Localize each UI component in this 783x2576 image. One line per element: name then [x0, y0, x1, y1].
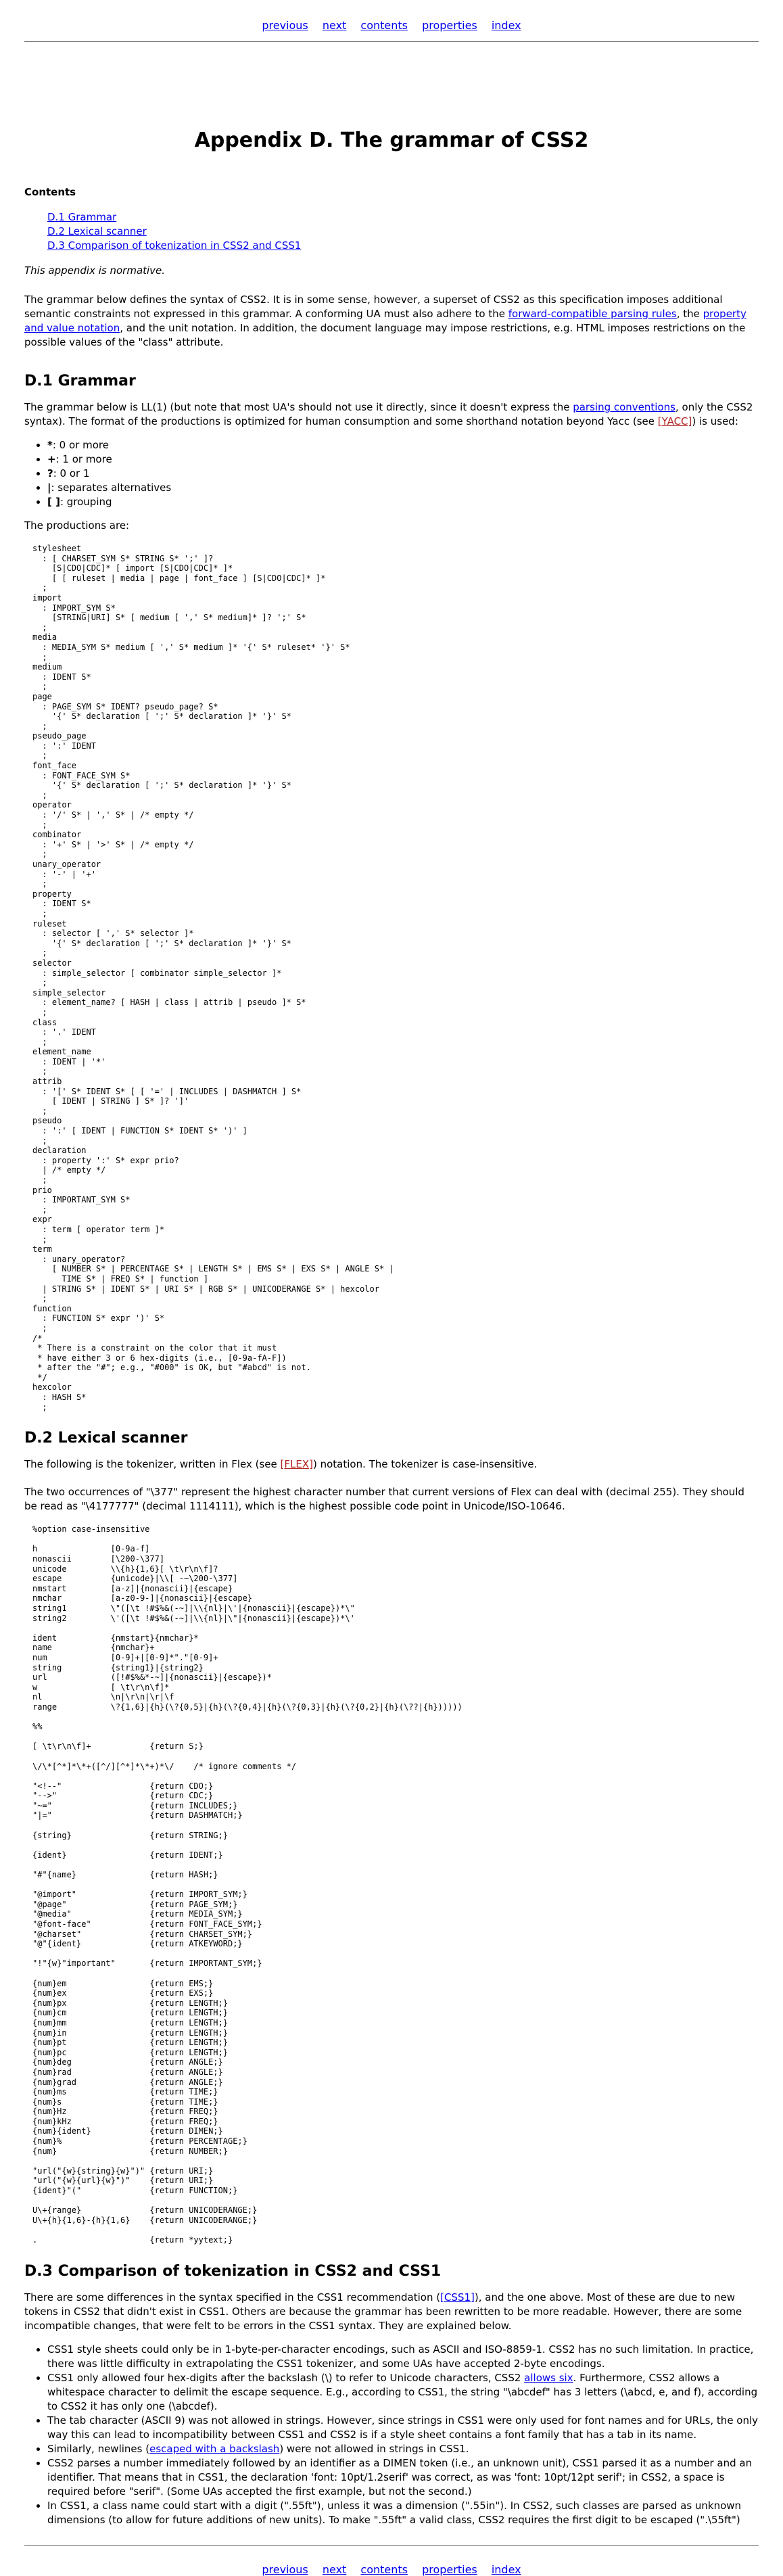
- intro-paragraph: [24, 293, 759, 350]
- css1-reference-link[interactable]: [CSS1]: [440, 2291, 475, 2303]
- notation-text: : separates alternatives: [51, 482, 172, 494]
- difference-text: . Furthermore, CSS2 allows a whitespace character to delimit the escape sequence. E.g., according to CSS1, the string "\abcdef" has 3 letters (\abcd, e, and f), according to CSS2 it has only one (\abcdef).: [47, 2371, 758, 2412]
- top-divider: [24, 41, 759, 42]
- nav-next-link[interactable]: next: [322, 2562, 347, 2576]
- forward-compatible-parsing-link[interactable]: forward-compatible parsing rules: [508, 308, 677, 320]
- notation-symbol: [ ]: [47, 496, 60, 508]
- comparison-intro-text: ), and the one above. Most of these are due to new tokens in CSS2 that didn't exist in CSS1. Others are because the grammar has been rewritten to be more readable. However, there are some incompatible changes, that were felt to be errors in the CSS1 syntax. They are explained below.: [24, 2291, 742, 2332]
- table-of-contents: [24, 210, 759, 253]
- top-nav: [24, 0, 759, 32]
- notation-text: : 1 or more: [55, 453, 112, 465]
- page-title: Appendix D. The grammar of CSS2: [194, 128, 589, 152]
- toc-link-comparison[interactable]: D.3 Comparison of tokenization in CSS2 and CSS1: [47, 239, 302, 252]
- yacc-reference-link[interactable]: [YACC]: [657, 415, 692, 427]
- section-heading-lexical-scanner: D.2 Lexical scanner: [24, 1430, 188, 1447]
- list-item: [47, 2371, 759, 2414]
- nav-index-link[interactable]: index: [491, 2562, 521, 2576]
- comparison-intro: [24, 2291, 759, 2333]
- comparison-intro-text: There are some differences in the syntax specified in the CSS1 recommendation (: [24, 2291, 441, 2303]
- grammar-intro-text: ) is used:: [692, 415, 738, 427]
- list-item: [47, 495, 759, 509]
- list-item: • In CSS1, a class name could start with a digit (".55ft"), unless it was a dimension (".55in"). In CSS2, such classes are parsed as unknown dimensions (to allow for future additions of new units). To make ".55ft" a valid class, CSS2 requires the first digit to be escaped (".\55ft"): [47, 2499, 759, 2527]
- toc-link-lexical-scanner[interactable]: D.2 Lexical scanner: [47, 225, 147, 237]
- toc-item: [47, 225, 759, 239]
- notation-text: : 0 or 1: [53, 467, 90, 479]
- list-item: • CSS2 parses a number immediately followed by an identifier as a DIMEN token (i.e., an unknown unit), CSS1 parsed it as a number and an identifier. That means that in CSS1, the declaration 'font: 10pt/1.2serif' was correct, as was 'font: 10pt/12pt serif'; in CSS2, a space is required before "serif". (Some UAs accepted the first example, but not the second.): [47, 2456, 759, 2499]
- notation-text: : 0 or more: [52, 439, 109, 451]
- normative-note: This appendix is normative.: [24, 264, 166, 277]
- list-item: [47, 452, 759, 467]
- grammar-code-block: stylesheet : [ CHARSET_SYM S* STRING S* ';' ]? [S|CDO|CDC]* [ import [S|CDO|CDC]* ]* [ [ ruleset | media | page | font_face ] [S|CDO|CDC]* ]* ; import : IMPORT_SYM S* [STRING|URI] S* [ medium [ ',' S* medium]* ]? ';' S* ; media : MEDIA_SYM S* medium [ ',' S* medium ]* '{' S* ruleset* '}' S* ; medium : IDENT S* ; page : PAGE_SYM S* IDENT? pseudo_page? S* '{' S* declaration [ ';' S* declaration ]* '}' S* ; pseudo_page : ':' IDENT ; font_face : FONT_FACE_SYM S* '{' S* declaration [ ';' S* declaration ]* '}' S* ; operator : '/' S* | ',' S* | /* empty */ ; combinator : '+' S* | '>' S* | /* empty */ ; unary_operator : '-' | '+' ; property : IDENT S* ; ruleset : selector [ ',' S* selector ]* '{' S* declaration [ ';' S* declaration ]* '}' S* ; selector : simple_selector [ combinator simple_selector ]* ; simple_selector : element_name? [ HASH | class | attrib | pseudo ]* S* ; class : '.' IDENT ; element_name : IDENT | '*' ; attrib : '[' S* IDENT S* [ [ '=' | INCLUDES | DASHMATCH ] S* [ IDENT | STRING ] S* ]? ']' ; pseudo : ':' [ IDENT | FUNCTION S* IDENT S* ')' ] ; declaration : property ':' S* expr prio? | /* empty */ ; prio : IMPORTANT_SYM S* ; expr : term [ operator term ]* ; term : unary_operator? [ NUMBER S* | PERCENTAGE S* | LENGTH S* | EMS S* | EXS S* | ANGLE S* | TIME S* | FREQ S* | function ] | STRING S* | IDENT S* | URI S* | RGB S* | UNICODERANGE S* | hexcolor ; function : FUNCTION S* expr ')' S* ; /* * There is a constraint on the color that it must * have either 3 or 6 hex-digits (i.e., [0-9a-fA-F]) * after the "#"; e.g., "#000" is OK, but "#abcd" is not. */ hexcolor : HASH S* ;: [32, 544, 394, 1412]
- nav-next-link[interactable]: next: [322, 19, 347, 32]
- section-heading-grammar: D.1 Grammar: [24, 373, 136, 390]
- grammar-intro-text: , only the CSS2 syntax). The format of the productions is optimized for human consumption and some shorthand notation beyond Yacc (see: [24, 401, 753, 427]
- notation-symbol: +: [47, 453, 56, 465]
- notation-list: [24, 438, 759, 509]
- differences-list: [24, 2343, 759, 2527]
- difference-text: CSS1 only allowed four hex-digits after the backslash (\) to refer to Unicode characters, CSS2: [47, 2371, 525, 2384]
- parsing-conventions-link[interactable]: parsing conventions: [573, 401, 675, 413]
- nav-previous-link[interactable]: previous: [262, 19, 308, 32]
- notation-text: : grouping: [60, 496, 112, 508]
- notation-symbol: ?: [47, 467, 53, 479]
- nav-properties-link[interactable]: properties: [422, 2562, 477, 2576]
- difference-text: Similarly, newlines (: [47, 2442, 150, 2455]
- list-item: [47, 481, 759, 495]
- flex-reference-link[interactable]: [FLEX]: [280, 1458, 313, 1471]
- productions-intro: The productions are:: [24, 519, 130, 532]
- scanner-intro-text: ) notation. The tokenizer is case-insensitive.: [312, 1458, 538, 1471]
- list-item: [47, 438, 759, 452]
- list-item: [47, 2442, 759, 2456]
- list-item: • CSS1 style sheets could only be in 1-byte-per-character encodings, such as ASCII and ISO-8859-1. CSS2 has no such limitation. In practice, there was little difficulty in extrapolating the CSS1 tokenizer, and some UAs have accepted 2-byte encodings.: [47, 2343, 759, 2371]
- list-item: • The tab character (ASCII 9) was not allowed in strings. However, since strings in CSS1 were only used for font names and for URLs, the only way this can lead to incompatibility between CSS1 and CSS2 is if a style sheet contains a font family that has a tab in its name.: [47, 2414, 759, 2442]
- grammar-intro-text: The grammar below is LL(1) (but note that most UA's should not use it directly, since it doesn't express the: [24, 401, 573, 413]
- scanner-note: The two occurrences of "\377" represent the highest character number that current versions of Flex can deal with (decimal 255). They should be read as "\4177777" (decimal 1114111), which is the highest possible code point in Unicode/ISO-10646.: [24, 1486, 744, 1513]
- section-heading-comparison: D.3 Comparison of tokenization in CSS2 and CSS1: [24, 2262, 442, 2280]
- notation-symbol: *: [47, 439, 53, 451]
- contents-heading: Contents: [24, 186, 76, 198]
- notation-symbol: |: [47, 482, 51, 494]
- nav-contents-link[interactable]: contents: [360, 19, 408, 32]
- toc-item: [47, 239, 759, 253]
- bottom-nav: [24, 2563, 759, 2576]
- scanner-intro-text: The following is the tokenizer, written in Flex (see: [24, 1458, 281, 1471]
- allows-six-link[interactable]: allows six: [524, 2371, 573, 2384]
- scanner-intro: [24, 1457, 759, 1472]
- nav-index-link[interactable]: index: [491, 19, 521, 32]
- intro-text: , the: [676, 308, 703, 320]
- grammar-intro: [24, 400, 759, 429]
- toc-item: [47, 210, 759, 225]
- difference-text: ) were not allowed in strings in CSS1.: [279, 2442, 469, 2455]
- list-item: [47, 467, 759, 481]
- toc-link-grammar[interactable]: D.1 Grammar: [47, 211, 117, 223]
- scanner-code-block: %option case-insensitive h [0-9a-f] nonascii [\200-\377] unicode \\{h}{1,6}[ \t\r\n\f]? escape {unicode}|\\[ -~\200-\377] nmstart [a-z]|{nonascii}|{escape} nmchar [a-z0-9-]|{nonascii}|{escape} string1 \"([\t !#$%&(-~]|\\{nl}|\'|{nonascii}|{escape})*\" string2 \'([\t !#$%&(-~]|\\{nl}|\"|{nonascii}|{escape})*\' ident {nmstart}{nmchar}* name {nmchar}+ num [0-9]+|[0-9]*"."[0-9]+ string {string1}|{string2} url ([!#$%&*-~]|{nonascii}|{escape})* w [ \t\r\n\f]* nl \n|\r\n|\r|\f range \?{1,6}|{h}(\?{0,5}|{h}(\?{0,4}|{h}(\?{0,3}|{h}(\?{0,2}|{h}(\??|{h}))))) %% [ \t\r\n\f]+ {return S;} \/\*[^*]*\*+([^/][^*]*\*+)*\/ /* ignore comments */ "<!--" {return CDO;} "-->" {return CDC;} "~=" {return INCLUDES;} "|=" {return DASHMATCH;} {string} {return STRING;} {ident} {return IDENT;} "#"{name} {return HASH;} "@import" {return IMPORT_SYM;} "@page" {return PAGE_SYM;} "@media" {return MEDIA_SYM;} "@font-face" {return FONT_FACE_SYM;} "@charset" {return CHARSET_SYM;} "@"{ident} {return ATKEYWORD;} "!"{w}"important" {return IMPORTANT_SYM;} {num}em {return EMS;} {num}ex {return EXS;} {num}px {return LENGTH;} {num}cm {return LENGTH;} {num}mm {return LENGTH;} {num}in {return LENGTH;} {num}pt {return LENGTH;} {num}pc {return LENGTH;} {num}deg {return ANGLE;} {num}rad {return ANGLE;} {num}grad {return ANGLE;} {num}ms {return TIME;} {num}s {return TIME;} {num}Hz {return FREQ;} {num}kHz {return FREQ;} {num}{ident} {return DIMEN;} {num}% {return PERCENTAGE;} {num} {return NUMBER;} "url("{w}{string}{w}")" {return URI;} "url("{w}{url}{w}")" {return URI;} {ident}"(" {return FUNCTION;} U\+{range} {return UNICODERANGE;} U\+{h}{1,6}-{h}{1,6} {return UNICODERANGE;} . {return *yytext;}: [32, 1524, 462, 2245]
- bottom-divider: [24, 2545, 759, 2546]
- escaped-with-backslash-link[interactable]: escaped with a backslash: [149, 2442, 280, 2455]
- nav-properties-link[interactable]: properties: [422, 19, 477, 32]
- property-value-notation-link[interactable]: property and value notation: [24, 308, 746, 334]
- intro-text: , and the unit notation. In addition, the document language may impose restrictions, e.g. HTML imposes restrictions on the possible values of the "class" attribute.: [24, 322, 746, 348]
- nav-contents-link[interactable]: contents: [360, 2562, 408, 2576]
- nav-previous-link[interactable]: previous: [262, 2562, 308, 2576]
- intro-text: The grammar below defines the syntax of CSS2. It is in some sense, however, a superset of CSS2 as this specification imposes additional semantic constraints not expressed in this grammar. A conforming UA must also adhere to the: [24, 294, 723, 320]
